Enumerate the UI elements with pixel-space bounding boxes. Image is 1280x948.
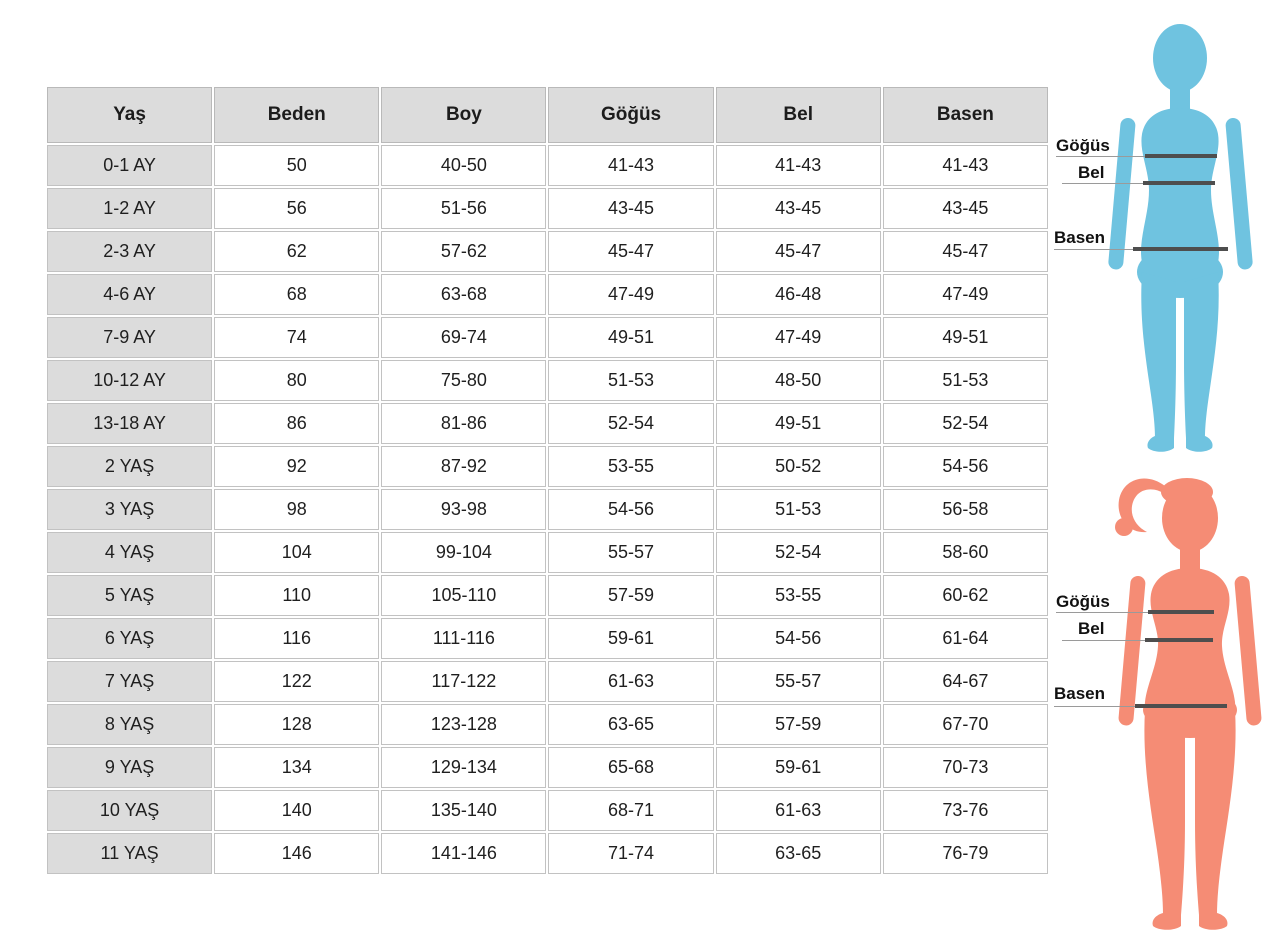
age-cell: 9 YAŞ: [47, 747, 212, 788]
value-cell: 51-56: [381, 188, 546, 229]
value-cell: 53-55: [548, 446, 713, 487]
value-cell: 59-61: [716, 747, 881, 788]
value-cell: 56-58: [883, 489, 1048, 530]
value-cell: 47-49: [548, 274, 713, 315]
pink-chest-leader-line: [1056, 612, 1149, 613]
value-cell: 61-63: [548, 661, 713, 702]
value-cell: 50: [214, 145, 379, 186]
body-diagram-pink: [1095, 470, 1275, 948]
table-row: [47, 575, 1048, 616]
value-cell: 70-73: [883, 747, 1048, 788]
header-cell: Göğüs: [548, 87, 713, 143]
value-cell: 123-128: [381, 704, 546, 745]
age-cell: 8 YAŞ: [47, 704, 212, 745]
value-cell: 146: [214, 833, 379, 874]
value-cell: 48-50: [716, 360, 881, 401]
table-row: [47, 403, 1048, 444]
value-cell: 122: [214, 661, 379, 702]
value-cell: 75-80: [381, 360, 546, 401]
value-cell: 117-122: [381, 661, 546, 702]
size-table: [45, 85, 1050, 876]
header-cell: Yaş: [47, 87, 212, 143]
value-cell: 74: [214, 317, 379, 358]
size-table-container: [45, 85, 1050, 876]
table-row: [47, 618, 1048, 659]
table-row: [47, 145, 1048, 186]
value-cell: 116: [214, 618, 379, 659]
pink-hip-measure-line: [1135, 704, 1227, 708]
value-cell: 140: [214, 790, 379, 831]
blue-waist-leader-line: [1062, 183, 1144, 184]
value-cell: 60-62: [883, 575, 1048, 616]
value-cell: 49-51: [716, 403, 881, 444]
value-cell: 41-43: [548, 145, 713, 186]
value-cell: 68-71: [548, 790, 713, 831]
table-row: [47, 274, 1048, 315]
value-cell: 45-47: [716, 231, 881, 272]
age-cell: 4-6 AY: [47, 274, 212, 315]
value-cell: 98: [214, 489, 379, 530]
value-cell: 50-52: [716, 446, 881, 487]
value-cell: 40-50: [381, 145, 546, 186]
table-row: [47, 790, 1048, 831]
value-cell: 55-57: [716, 661, 881, 702]
header-cell: Basen: [883, 87, 1048, 143]
value-cell: 65-68: [548, 747, 713, 788]
value-cell: 129-134: [381, 747, 546, 788]
value-cell: 46-48: [716, 274, 881, 315]
value-cell: 43-45: [716, 188, 881, 229]
value-cell: 57-59: [548, 575, 713, 616]
value-cell: 64-67: [883, 661, 1048, 702]
value-cell: 69-74: [381, 317, 546, 358]
age-cell: 11 YAŞ: [47, 833, 212, 874]
value-cell: 56: [214, 188, 379, 229]
value-cell: 54-56: [548, 489, 713, 530]
value-cell: 80: [214, 360, 379, 401]
value-cell: 104: [214, 532, 379, 573]
value-cell: 134: [214, 747, 379, 788]
age-cell: 3 YAŞ: [47, 489, 212, 530]
table-row: [47, 833, 1048, 874]
value-cell: 49-51: [883, 317, 1048, 358]
value-cell: 51-53: [883, 360, 1048, 401]
value-cell: 57-62: [381, 231, 546, 272]
table-row: [47, 360, 1048, 401]
value-cell: 111-116: [381, 618, 546, 659]
value-cell: 59-61: [548, 618, 713, 659]
blue-waist-measure-line: [1143, 181, 1215, 185]
blue-silhouette-icon: [1108, 20, 1253, 460]
value-cell: 47-49: [716, 317, 881, 358]
size-table-body: [47, 145, 1048, 874]
header-cell: Bel: [716, 87, 881, 143]
value-cell: 105-110: [381, 575, 546, 616]
value-cell: 86: [214, 403, 379, 444]
pink-waist-leader-line: [1062, 640, 1146, 641]
blue-chest-label: Göğüs: [1056, 136, 1110, 155]
value-cell: 62: [214, 231, 379, 272]
header-cell: Boy: [381, 87, 546, 143]
header-row: [47, 87, 1048, 143]
table-row: [47, 317, 1048, 358]
age-cell: 6 YAŞ: [47, 618, 212, 659]
value-cell: 52-54: [548, 403, 713, 444]
value-cell: 110: [214, 575, 379, 616]
table-row: [47, 532, 1048, 573]
age-cell: 7 YAŞ: [47, 661, 212, 702]
value-cell: 61-63: [716, 790, 881, 831]
age-cell: 10-12 AY: [47, 360, 212, 401]
pink-chest-measure-line: [1148, 610, 1214, 614]
blue-chest-measure-line: [1145, 154, 1217, 158]
age-cell: 1-2 AY: [47, 188, 212, 229]
pink-waist-label: Bel: [1078, 619, 1105, 638]
value-cell: 49-51: [548, 317, 713, 358]
value-cell: 54-56: [883, 446, 1048, 487]
table-row: [47, 704, 1048, 745]
body-diagram-blue: [1108, 20, 1253, 460]
table-row: [47, 231, 1048, 272]
blue-hip-label: Basen: [1054, 228, 1106, 247]
value-cell: 73-76: [883, 790, 1048, 831]
value-cell: 41-43: [716, 145, 881, 186]
value-cell: 51-53: [548, 360, 713, 401]
value-cell: 43-45: [883, 188, 1048, 229]
age-cell: 2 YAŞ: [47, 446, 212, 487]
value-cell: 54-56: [716, 618, 881, 659]
pink-hip-leader-line: [1054, 706, 1136, 707]
value-cell: 128: [214, 704, 379, 745]
value-cell: 45-47: [883, 231, 1048, 272]
value-cell: 58-60: [883, 532, 1048, 573]
value-cell: 41-43: [883, 145, 1048, 186]
age-cell: 10 YAŞ: [47, 790, 212, 831]
value-cell: 47-49: [883, 274, 1048, 315]
age-cell: 2-3 AY: [47, 231, 212, 272]
value-cell: 71-74: [548, 833, 713, 874]
value-cell: 99-104: [381, 532, 546, 573]
table-row: [47, 446, 1048, 487]
value-cell: 57-59: [716, 704, 881, 745]
age-cell: 7-9 AY: [47, 317, 212, 358]
value-cell: 43-45: [548, 188, 713, 229]
pink-silhouette-icon: [1095, 470, 1275, 948]
table-row: [47, 489, 1048, 530]
blue-hip-measure-line: [1133, 247, 1228, 251]
value-cell: 87-92: [381, 446, 546, 487]
value-cell: 135-140: [381, 790, 546, 831]
value-cell: 61-64: [883, 618, 1048, 659]
table-row: [47, 747, 1048, 788]
value-cell: 76-79: [883, 833, 1048, 874]
value-cell: 63-65: [716, 833, 881, 874]
value-cell: 81-86: [381, 403, 546, 444]
value-cell: 141-146: [381, 833, 546, 874]
value-cell: 52-54: [716, 532, 881, 573]
pink-chest-label: Göğüs: [1056, 592, 1110, 611]
age-cell: 4 YAŞ: [47, 532, 212, 573]
value-cell: 67-70: [883, 704, 1048, 745]
age-cell: 0-1 AY: [47, 145, 212, 186]
table-row: [47, 661, 1048, 702]
pink-waist-measure-line: [1145, 638, 1213, 642]
value-cell: 53-55: [716, 575, 881, 616]
header-cell: Beden: [214, 87, 379, 143]
value-cell: 52-54: [883, 403, 1048, 444]
value-cell: 93-98: [381, 489, 546, 530]
value-cell: 55-57: [548, 532, 713, 573]
blue-hip-leader-line: [1054, 249, 1134, 250]
pink-hip-label: Basen: [1054, 684, 1106, 703]
value-cell: 51-53: [716, 489, 881, 530]
value-cell: 92: [214, 446, 379, 487]
age-cell: 13-18 AY: [47, 403, 212, 444]
value-cell: 68: [214, 274, 379, 315]
value-cell: 63-65: [548, 704, 713, 745]
value-cell: 63-68: [381, 274, 546, 315]
size-table-head: [47, 87, 1048, 143]
value-cell: 45-47: [548, 231, 713, 272]
blue-waist-label: Bel: [1078, 163, 1105, 182]
table-row: [47, 188, 1048, 229]
blue-chest-leader-line: [1056, 156, 1146, 157]
age-cell: 5 YAŞ: [47, 575, 212, 616]
